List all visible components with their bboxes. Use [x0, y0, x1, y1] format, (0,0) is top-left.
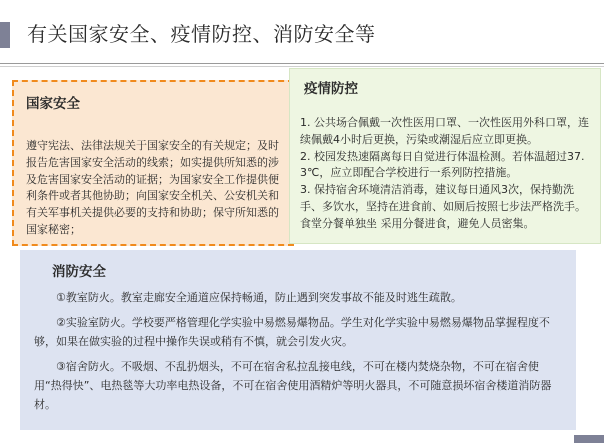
fire-safety-box: [20, 250, 576, 430]
fire-item-classroom: ①教室防火。教室走廊安全通道应保持畅通，防止遇到突发事故不能及时逃生疏散。: [56, 291, 462, 304]
title-divider-secondary: [0, 66, 604, 67]
epidemic-control-box: [289, 68, 601, 244]
fire-safety-heading: 消防安全: [52, 264, 106, 280]
epidemic-item-3: 3. 保持宿舍环境清洁消毒，建议每日通风3次，保持勤洗手、多饮水，坚持在进食前、如厕后按照七步法严格洗手。 食堂分餐单独坐 采用分餐进食，避免人员密集。: [300, 183, 586, 230]
national-security-heading: 国家安全: [26, 96, 80, 112]
fire-item-dormitory: ③宿舍防火。不吸烟、不乱扔烟头，不可在宿舍私拉乱接电线，不可在楼内焚烧杂物，不可在宿舍使用“热得快”、电热毯等大功率电热设备，不可在宿舍使用酒精炉等明火器具，不可随意损坏宿舍楼道消防器材。: [34, 360, 552, 411]
slide-title: 有关国家安全、疫情防控、消防安全等: [27, 22, 376, 46]
corner-accent: [574, 435, 604, 443]
epidemic-control-heading: 疫情防控: [304, 81, 358, 97]
fire-item-laboratory: ②实验室防火。学校要严格管理化学实验中易燃易爆物品。学生对化学实验中易燃易爆物品掌握程度不够，如果在做实验的过程中操作失误或稍有不慎，就会引发火灾。: [34, 316, 550, 348]
title-accent-bar: [0, 22, 10, 48]
epidemic-item-1: 1. 公共场合佩戴一次性医用口罩、一次性医用外科口罩，连续佩戴4小时后更换，污染或潮湿后应立即更换。: [300, 116, 589, 146]
title-divider: [0, 63, 604, 64]
epidemic-item-2: 2. 校园发热速隔离每日自觉进行体温检测。若体温超过37. 3℃，应立即配合学校进行一系列防控措施。: [300, 149, 585, 180]
national-security-box: [12, 80, 294, 246]
national-security-body: 遵守宪法、法律法规关于国家安全的有关规定；及时报告危害国家安全活动的线索；如实提供所知悉的涉及危害国家安全活动的证据；为国家安全工作提供便利条件或者其他协助；向国家安全机关、公安机关和有关军事机关提供必要的支持和协助；保守所知悉的国家秘密；: [26, 139, 279, 236]
